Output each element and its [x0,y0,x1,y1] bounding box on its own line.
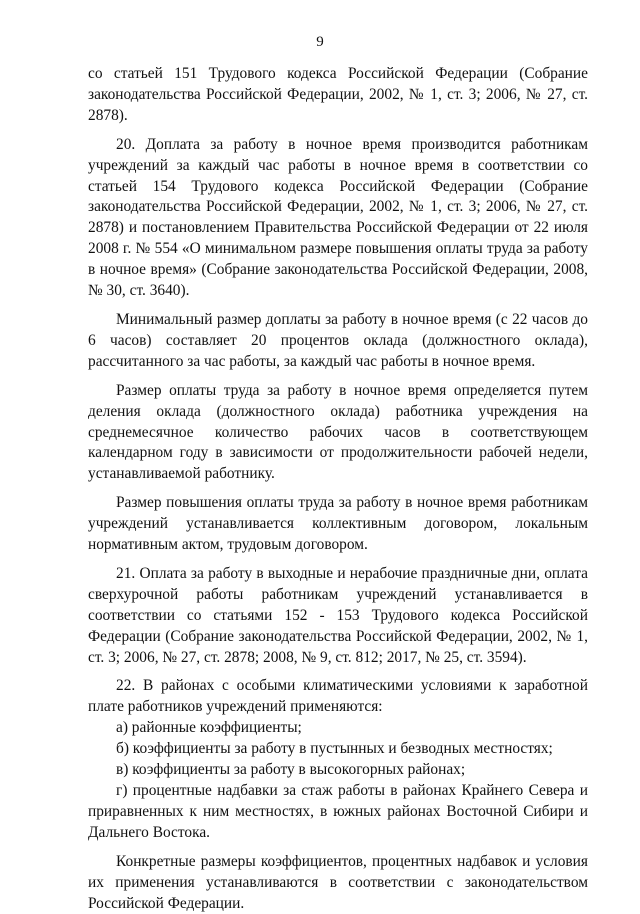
paragraph-night-pay-calculation: Размер оплаты труда за работу в ночное время определяется путем деления оклада (должностного оклада) работника учреждения на среднемесячное количество рабочих часов в соответствующем календарном году в зависимости от продолжительности рабочей недели, устанавливаемой работнику. [88,381,588,483]
paragraph-item-20: 20. Доплата за работу в ночное время производится работникам учреждений за каждый час работы в ночное время в соответствии со статьей 154 Трудового кодекса Российской Федерации (Собрание законодательства Российской Федерации, 2002, № 1, ст. 3; 2006, № 27, ст. 2878) и постановлением Правительства Российской Федерации от 22 июля 2008 г. № 554 «О минимальном размере повышения оплаты труда за работу в ночное время» (Собрание законодательства Российской Федерации, 2008, № 30, ст. 3640). [88,135,588,300]
paragraph-item-21: 21. Оплата за работу в выходные и нерабочие праздничные дни, оплата сверхурочной работы работникам учреждений устанавливается в соответствии со статьями 152 - 153 Трудового кодекса Российской Федерации (Собрание законодательства Российской Федерации, 2002, № 1, ст. 3; 2006, № 27, ст. 2878; 2008, № 9, ст. 812; 2017, № 25, ст. 3594). [88,564,588,666]
paragraph-minimum-night-pay: Минимальный размер доплаты за работу в ночное время (с 22 часов до 6 часов) составляет 20 процентов оклада (должностного оклада), рассчитанного за час работы, за каждый час работы в ночное время. [88,310,588,370]
paragraph-continuation: со статьей 151 Трудового кодекса Российской Федерации (Собрание законодательства Российской Федерации, 2002, № 1, ст. 3; 2006, № 27, ст. 2878). [88,65,588,124]
list-item-g: г) процентные надбавки за стаж работы в районах Крайнего Севера и приравненных к ним местностях, в южных районах Восточной Сибири и Дальнего Востока. [88,782,588,841]
paragraph-night-pay-increase: Размер повышения оплаты труда за работу в ночное время работникам учреждений устанавливается коллективным договором, локальным нормативным актом, трудовым договором. [88,494,588,554]
list-item-v: в) коэффициенты за работу в высокогорных районах; [116,761,466,779]
list-item-a: а) районные коэффициенты; [116,719,302,737]
list-item-b: б) коэффициенты за работу в пустынных и безводных местностях; [116,740,553,758]
document-body [88,64,588,914]
paragraph-concrete-sizes: Конкретные размеры коэффициентов, процентных надбавок и условия их применения устанавливаются в соответствии с законодательством Российской Федерации. [88,852,588,912]
page-number: 9 [316,34,324,50]
paragraph-item-22: 22. В районах с особыми климатическими условиями к заработной плате работников учреждений применяются: [88,677,588,716]
